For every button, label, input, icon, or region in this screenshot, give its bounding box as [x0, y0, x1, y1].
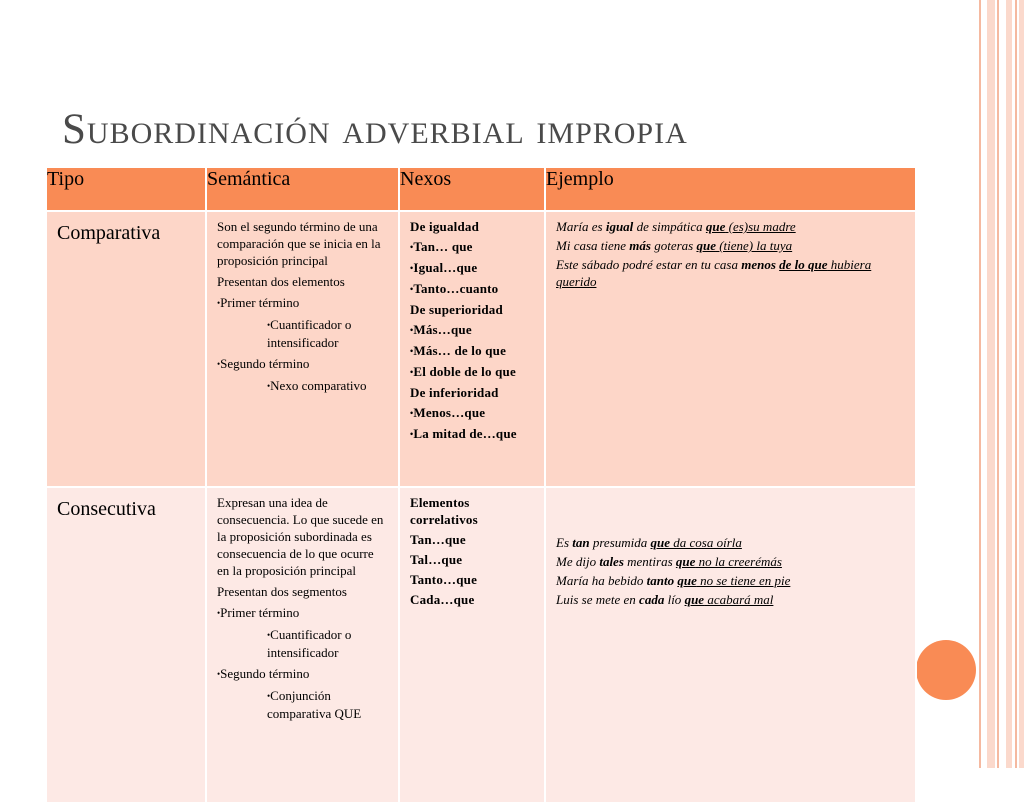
ej-text: lío: [664, 592, 685, 607]
semantica-p2: Presentan dos segmentos: [217, 584, 347, 599]
semantica-subbullet: [267, 626, 388, 661]
nexo-heading: Elementos correlativos: [410, 495, 478, 527]
ej-text: goteras: [650, 238, 697, 253]
cell-nexos: [399, 487, 545, 803]
ej-bold-underline: que: [675, 554, 696, 569]
nexo-heading: De igualdad: [410, 219, 480, 234]
header-tipo: Tipo: [46, 167, 206, 211]
nexo-item: [410, 404, 534, 422]
semantica-bullet: [217, 665, 388, 683]
ejemplo-line: [556, 572, 905, 589]
cell-semantica: [206, 211, 399, 487]
nexo-item: [410, 363, 534, 381]
semantica-subbullet: [267, 377, 388, 395]
semantica-subbullet: [267, 316, 388, 351]
nexo-text: Igual…que: [413, 260, 478, 275]
nexo-text: Tan… que: [413, 239, 473, 254]
ej-bold-underline: que: [650, 535, 670, 550]
cell-tipo: Comparativa: [46, 211, 206, 487]
nexo-item: Tal…que: [410, 552, 463, 567]
nexo-heading: De superioridad: [410, 302, 503, 317]
cell-tipo: Consecutiva: [46, 487, 206, 803]
ejemplo-line: [556, 237, 905, 254]
ej-underline: (tiene) la tuya: [715, 238, 793, 253]
nexo-item: [410, 280, 534, 298]
ejemplo-line: [556, 256, 905, 290]
ej-text: presumida: [589, 535, 651, 550]
ej-bold-underline: que: [677, 573, 697, 588]
ej-bold: tanto: [646, 573, 675, 588]
header-row: [46, 167, 916, 211]
decor-stripe: [997, 0, 999, 768]
content-table: [45, 166, 917, 804]
semantica-p2: Presentan dos elementos: [217, 274, 345, 289]
ej-text: Este sábado podré estar en tu casa: [556, 257, 742, 272]
bullet-text: Cuantificador o intensificador: [267, 627, 352, 660]
nexo-item: Cada…que: [410, 592, 475, 607]
ej-bold: tales: [599, 554, 624, 569]
decor-stripe: [979, 0, 981, 768]
nexo-item: [410, 259, 534, 277]
ej-underline: hubiera querido: [556, 257, 872, 289]
decor-stripe: [1015, 0, 1017, 768]
nexo-item: [410, 238, 534, 256]
ej-text: María ha bebido: [556, 573, 647, 588]
slide-title: Subordinación adverbial impropia: [62, 106, 688, 153]
ej-text: de simpática: [633, 219, 706, 234]
ej-text: María es: [556, 219, 606, 234]
cell-semantica: [206, 487, 399, 803]
nexo-text: Tanto…cuanto: [413, 281, 499, 296]
decor-circle: [916, 640, 976, 700]
header-semantica: Semántica: [206, 167, 399, 211]
ej-underline: no la creerémás: [695, 554, 782, 569]
ej-bold-underline: que: [696, 238, 716, 253]
ej-bold: tan: [572, 535, 590, 550]
bullet-text: Segundo término: [220, 666, 310, 681]
table-row: [46, 211, 916, 487]
cell-ejemplo: [545, 211, 916, 487]
nexo-text: Más… de lo que: [413, 343, 507, 358]
bullet-text: Conjunción comparativa QUE: [267, 688, 362, 721]
semantica-bullet: [217, 294, 388, 312]
ej-underline: acabará mal: [704, 592, 774, 607]
ej-bold: menos: [741, 257, 776, 272]
ejemplo-line: [556, 553, 905, 570]
bullet-text: Nexo comparativo: [270, 378, 367, 393]
ej-underline: no se tiene en pie: [696, 573, 791, 588]
ej-text: Es: [556, 535, 573, 550]
table-row: [46, 487, 916, 803]
ej-bold-underline: que: [684, 592, 705, 607]
decor-stripe: [1019, 0, 1024, 768]
ej-bold: cada: [639, 592, 665, 607]
ej-text: Me dijo: [556, 554, 600, 569]
nexo-text: La mitad de…que: [413, 426, 517, 441]
ej-text: Mi casa tiene: [556, 238, 630, 253]
cell-nexos: [399, 211, 545, 487]
ejemplo-line: [556, 534, 905, 551]
nexo-item: Tan…que: [410, 532, 466, 547]
ej-bold-underline: que: [705, 219, 726, 234]
nexo-item: [410, 321, 534, 339]
bullet-text: Segundo término: [220, 356, 310, 371]
nexo-item: Tanto…que: [410, 572, 478, 587]
header-ejemplo: Ejemplo: [545, 167, 916, 211]
ejemplo-line: [556, 591, 905, 608]
semantica-bullet: [217, 604, 388, 622]
ej-bold: igual: [605, 219, 634, 234]
cell-ejemplo: [545, 487, 916, 803]
bullet-text: Primer término: [220, 295, 300, 310]
nexo-text: El doble de lo que: [413, 364, 516, 379]
ej-bold-underline: de lo que: [779, 257, 828, 272]
nexo-item: [410, 342, 534, 360]
semantica-bullet: [217, 355, 388, 373]
bullet-text: Primer término: [220, 605, 300, 620]
decor-stripe: [987, 0, 995, 768]
ej-text: Luis se mete en: [556, 592, 640, 607]
semantica-subbullet: [267, 687, 388, 722]
ej-text: mentiras: [623, 554, 676, 569]
decor-stripe: [1006, 0, 1012, 768]
bullet-text: Cuantificador o intensificador: [267, 317, 352, 350]
nexo-text: Más…que: [413, 322, 472, 337]
ej-underline: da cosa oírla: [670, 535, 742, 550]
nexo-item: [410, 425, 534, 443]
header-nexos: Nexos: [399, 167, 545, 211]
ej-underline: (es)su madre: [725, 219, 796, 234]
ej-bold: más: [629, 238, 651, 253]
semantica-intro: Son el segundo término de una comparación que se inicia en la proposición principal: [217, 219, 381, 268]
ejemplo-line: [556, 218, 905, 235]
nexo-heading: De inferioridad: [410, 385, 499, 400]
semantica-intro: Expresan una idea de consecuencia. Lo que sucede en la proposición subordinada es consecuencia de lo que ocurre en la proposición principal: [217, 495, 384, 578]
nexo-text: Menos…que: [413, 405, 486, 420]
